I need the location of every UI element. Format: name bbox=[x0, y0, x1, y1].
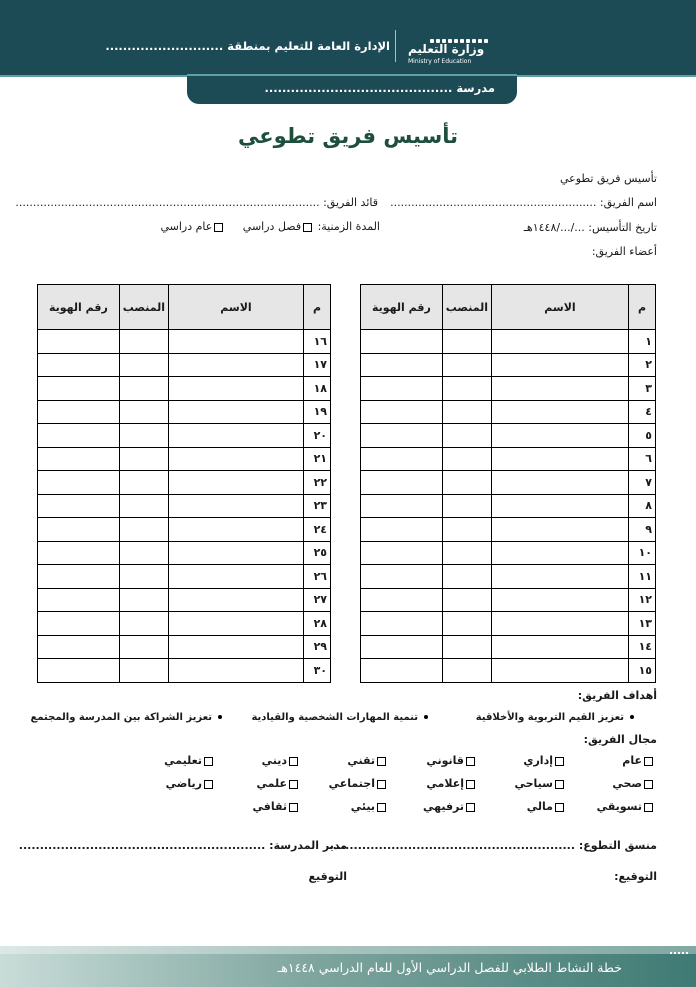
field-checkbox[interactable] bbox=[555, 803, 564, 812]
name-cell[interactable] bbox=[492, 635, 629, 659]
name-cell[interactable] bbox=[169, 635, 304, 659]
field-checkbox[interactable] bbox=[644, 780, 653, 789]
table-row bbox=[38, 565, 331, 589]
goal-item: تعزيز الشراكة بين المدرسة والمجتمع bbox=[40, 712, 222, 723]
name-cell[interactable] bbox=[169, 424, 304, 448]
row-number: ١٨ bbox=[304, 377, 331, 401]
row-number: ١٧ bbox=[304, 353, 331, 377]
ministry-name-en: Ministry of Education bbox=[408, 58, 472, 65]
field-checkbox[interactable] bbox=[204, 780, 213, 789]
col-name: الاسم bbox=[492, 285, 629, 330]
team-name-field[interactable]: اسم الفريق: ........................................................... bbox=[390, 196, 657, 209]
row-number: ٤ bbox=[629, 400, 656, 424]
position-cell[interactable] bbox=[442, 400, 491, 424]
row-number: ٩ bbox=[629, 518, 656, 542]
table-row bbox=[361, 565, 656, 589]
table-row bbox=[361, 494, 656, 518]
table-row bbox=[361, 377, 656, 401]
col-position: المنصب bbox=[119, 285, 168, 330]
field-label: مالي bbox=[526, 800, 553, 813]
row-number: ٢٦ bbox=[304, 565, 331, 589]
field-option[interactable] bbox=[329, 777, 388, 790]
table-row bbox=[361, 541, 656, 565]
members-label: أعضاء الفريق: bbox=[591, 245, 657, 258]
name-cell[interactable] bbox=[492, 400, 629, 424]
row-number: ٢٧ bbox=[304, 588, 331, 612]
id-cell[interactable] bbox=[361, 424, 443, 448]
row-number: ٥ bbox=[629, 424, 656, 448]
name-cell[interactable] bbox=[169, 494, 304, 518]
id-cell[interactable] bbox=[361, 471, 443, 495]
field-option[interactable] bbox=[256, 777, 300, 790]
name-cell[interactable] bbox=[492, 659, 629, 683]
position-cell[interactable] bbox=[442, 377, 491, 401]
field-option[interactable] bbox=[347, 754, 388, 767]
field-option[interactable] bbox=[426, 754, 477, 767]
table-row bbox=[361, 659, 656, 683]
header-divider bbox=[395, 30, 396, 62]
position-cell[interactable] bbox=[119, 541, 168, 565]
table-row bbox=[38, 494, 331, 518]
table-row bbox=[361, 400, 656, 424]
row-number: ١٤ bbox=[629, 635, 656, 659]
table-row bbox=[38, 377, 331, 401]
name-cell[interactable] bbox=[169, 518, 304, 542]
position-cell[interactable] bbox=[119, 565, 168, 589]
col-num: م bbox=[629, 285, 656, 330]
id-cell[interactable] bbox=[38, 447, 120, 471]
field-label: تسويقي bbox=[596, 800, 642, 813]
field-label: ثقافي bbox=[252, 800, 287, 813]
name-cell[interactable] bbox=[492, 471, 629, 495]
col-id: رقم الهوية bbox=[361, 285, 443, 330]
id-cell[interactable] bbox=[38, 330, 120, 354]
field-label: ترفيهي bbox=[422, 800, 464, 813]
table-row bbox=[361, 353, 656, 377]
id-cell[interactable] bbox=[38, 541, 120, 565]
field-label: بيئي bbox=[350, 800, 375, 813]
table-row bbox=[38, 353, 331, 377]
field-checkbox[interactable] bbox=[555, 780, 564, 789]
field-checkbox[interactable] bbox=[466, 803, 475, 812]
field-option[interactable] bbox=[262, 754, 300, 767]
name-cell[interactable] bbox=[492, 424, 629, 448]
row-number: ١٥ bbox=[629, 659, 656, 683]
id-cell[interactable] bbox=[38, 565, 120, 589]
table-row bbox=[361, 424, 656, 448]
row-number: ٢٣ bbox=[304, 494, 331, 518]
field-checkbox[interactable] bbox=[289, 757, 298, 766]
table-row bbox=[38, 330, 331, 354]
position-cell[interactable] bbox=[119, 353, 168, 377]
id-cell[interactable] bbox=[361, 518, 443, 542]
footer-text: خطة النشاط الطلابي للفصل الدراسي الأول للعام الدراسي ١٤٤٨هـ bbox=[277, 960, 622, 975]
principal-field[interactable]: مدير المدرسة: ........................................................... bbox=[18, 839, 347, 852]
field-option[interactable] bbox=[612, 777, 655, 790]
position-cell[interactable] bbox=[119, 330, 168, 354]
year-checkbox[interactable] bbox=[214, 223, 223, 232]
field-option[interactable] bbox=[515, 777, 567, 790]
ministry-logo-icon bbox=[425, 28, 489, 42]
row-number: ١٠ bbox=[629, 541, 656, 565]
row-number: ١ bbox=[629, 330, 656, 354]
table-row bbox=[361, 447, 656, 471]
col-num: م bbox=[304, 285, 331, 330]
field-checkbox[interactable] bbox=[377, 780, 386, 789]
footer-highlight bbox=[0, 946, 696, 954]
field-checkbox[interactable] bbox=[377, 757, 386, 766]
field-label: اجتماعي bbox=[328, 777, 375, 790]
table-row bbox=[38, 518, 331, 542]
field-label: سياحي bbox=[514, 777, 553, 790]
name-cell[interactable] bbox=[492, 330, 629, 354]
name-cell[interactable] bbox=[169, 588, 304, 612]
id-cell[interactable] bbox=[38, 612, 120, 636]
position-cell[interactable] bbox=[442, 612, 491, 636]
position-cell[interactable] bbox=[119, 659, 168, 683]
id-cell[interactable] bbox=[361, 565, 443, 589]
table-row bbox=[38, 541, 331, 565]
goal-item: تعزيز القيم التربوية والأخلاقية bbox=[440, 712, 634, 723]
id-cell[interactable] bbox=[38, 588, 120, 612]
header-band bbox=[0, 0, 696, 75]
row-number: ٢٤ bbox=[304, 518, 331, 542]
team-leader-field[interactable]: قائد الفريق: ....................................................................................... bbox=[15, 196, 378, 209]
id-cell[interactable] bbox=[38, 659, 120, 683]
name-cell[interactable] bbox=[169, 659, 304, 683]
position-cell[interactable] bbox=[442, 565, 491, 589]
id-cell[interactable] bbox=[361, 494, 443, 518]
name-cell[interactable] bbox=[492, 353, 629, 377]
field-option[interactable] bbox=[523, 754, 566, 767]
id-cell[interactable] bbox=[38, 635, 120, 659]
table-row bbox=[38, 447, 331, 471]
id-cell[interactable] bbox=[38, 424, 120, 448]
id-cell[interactable] bbox=[361, 588, 443, 612]
position-cell[interactable] bbox=[119, 400, 168, 424]
row-number: ١٢ bbox=[629, 588, 656, 612]
name-cell[interactable] bbox=[492, 612, 629, 636]
position-cell[interactable] bbox=[442, 659, 491, 683]
duration-label: المدة الزمنية: bbox=[317, 220, 380, 233]
goal-item: تنمية المهارات الشخصية والقيادية bbox=[230, 712, 428, 723]
field-checkbox[interactable] bbox=[377, 803, 386, 812]
row-number: ٢٥ bbox=[304, 541, 331, 565]
fields-label: مجال الفريق: bbox=[583, 733, 657, 746]
name-cell[interactable] bbox=[169, 541, 304, 565]
field-checkbox[interactable] bbox=[289, 803, 298, 812]
field-label: إعلامي bbox=[426, 777, 464, 790]
col-position: المنصب bbox=[442, 285, 491, 330]
table-row bbox=[361, 612, 656, 636]
row-number: ٧ bbox=[629, 471, 656, 495]
name-cell[interactable] bbox=[169, 377, 304, 401]
position-cell[interactable] bbox=[442, 330, 491, 354]
id-cell[interactable] bbox=[38, 377, 120, 401]
position-cell[interactable] bbox=[119, 447, 168, 471]
signature-label: التوقيع: bbox=[614, 870, 657, 883]
position-cell[interactable] bbox=[442, 447, 491, 471]
row-number: ٢٢ bbox=[304, 471, 331, 495]
name-cell[interactable] bbox=[169, 400, 304, 424]
position-cell[interactable] bbox=[442, 541, 491, 565]
field-checkbox[interactable] bbox=[204, 757, 213, 766]
table-row bbox=[361, 471, 656, 495]
name-cell[interactable] bbox=[492, 518, 629, 542]
field-checkbox[interactable] bbox=[289, 780, 298, 789]
name-cell[interactable] bbox=[492, 588, 629, 612]
position-cell[interactable] bbox=[119, 635, 168, 659]
table-row bbox=[38, 471, 331, 495]
id-cell[interactable] bbox=[361, 612, 443, 636]
field-checkbox[interactable] bbox=[466, 757, 475, 766]
id-cell[interactable] bbox=[38, 353, 120, 377]
row-number: ٣٠ bbox=[304, 659, 331, 683]
field-label: عام bbox=[622, 754, 642, 767]
table-row bbox=[38, 588, 331, 612]
position-cell[interactable] bbox=[442, 588, 491, 612]
signature-label: التوقيع bbox=[308, 870, 347, 883]
table-row bbox=[361, 588, 656, 612]
goals-label: أهداف الفريق: bbox=[577, 689, 657, 702]
id-cell[interactable] bbox=[361, 353, 443, 377]
year-option: عام دراسي bbox=[160, 220, 213, 233]
row-number: ٢ bbox=[629, 353, 656, 377]
row-number: ٣ bbox=[629, 377, 656, 401]
name-cell[interactable] bbox=[169, 612, 304, 636]
table-row bbox=[361, 635, 656, 659]
table-row bbox=[38, 424, 331, 448]
position-cell[interactable] bbox=[119, 588, 168, 612]
position-cell[interactable] bbox=[442, 424, 491, 448]
id-cell[interactable] bbox=[38, 400, 120, 424]
col-name: الاسم bbox=[169, 285, 304, 330]
table-row bbox=[38, 400, 331, 424]
row-number: ٢٠ bbox=[304, 424, 331, 448]
position-cell[interactable] bbox=[119, 471, 168, 495]
id-cell[interactable] bbox=[361, 541, 443, 565]
founding-date-field[interactable]: تاريخ التأسيس: .../.../١٤٤٨هـ bbox=[523, 221, 657, 234]
field-label: ديني bbox=[261, 754, 287, 767]
field-label: إداري bbox=[523, 754, 553, 767]
id-cell[interactable] bbox=[361, 447, 443, 471]
table-row bbox=[361, 330, 656, 354]
members-table-left bbox=[37, 284, 331, 683]
field-option[interactable] bbox=[426, 777, 477, 790]
page-title: تأسيس فريق تطوعي bbox=[237, 124, 459, 148]
field-checkbox[interactable] bbox=[466, 780, 475, 789]
field-checkbox[interactable] bbox=[644, 803, 653, 812]
position-cell[interactable] bbox=[119, 424, 168, 448]
position-cell[interactable] bbox=[119, 518, 168, 542]
name-cell[interactable] bbox=[169, 353, 304, 377]
position-cell[interactable] bbox=[442, 494, 491, 518]
table-row bbox=[361, 518, 656, 542]
id-cell[interactable] bbox=[38, 471, 120, 495]
name-cell[interactable] bbox=[169, 447, 304, 471]
field-option[interactable] bbox=[351, 800, 388, 813]
position-cell[interactable] bbox=[442, 353, 491, 377]
form-intro: تأسيس فريق تطوعي bbox=[559, 172, 657, 185]
id-cell[interactable] bbox=[361, 400, 443, 424]
field-label: علمي bbox=[256, 777, 287, 790]
row-number: ١١ bbox=[629, 565, 656, 589]
id-cell[interactable] bbox=[361, 330, 443, 354]
field-label: قانوني bbox=[426, 754, 464, 767]
name-cell[interactable] bbox=[169, 471, 304, 495]
field-label: تقني bbox=[347, 754, 375, 767]
row-number: ١٣ bbox=[629, 612, 656, 636]
name-cell[interactable] bbox=[492, 494, 629, 518]
position-cell[interactable] bbox=[442, 635, 491, 659]
field-label: صحي bbox=[612, 777, 642, 790]
name-cell[interactable] bbox=[492, 565, 629, 589]
col-id: رقم الهوية bbox=[38, 285, 120, 330]
semester-option: فصل دراسي bbox=[242, 220, 302, 233]
field-option[interactable] bbox=[527, 800, 566, 813]
id-cell[interactable] bbox=[361, 377, 443, 401]
field-checkbox[interactable] bbox=[644, 757, 653, 766]
semester-checkbox[interactable] bbox=[303, 223, 312, 232]
ministry-name-ar: وزارة التعليم bbox=[408, 42, 485, 56]
position-cell[interactable] bbox=[119, 494, 168, 518]
table-row bbox=[38, 659, 331, 683]
directorate-label: الإدارة العامة للتعليم بمنطقة ........................... bbox=[105, 39, 390, 53]
duration-row bbox=[160, 220, 380, 233]
field-option[interactable] bbox=[252, 800, 300, 813]
name-cell[interactable] bbox=[492, 377, 629, 401]
table-row bbox=[38, 635, 331, 659]
field-option[interactable] bbox=[164, 754, 215, 767]
row-number: ٨ bbox=[629, 494, 656, 518]
position-cell[interactable] bbox=[119, 612, 168, 636]
table-row bbox=[38, 612, 331, 636]
name-cell[interactable] bbox=[169, 330, 304, 354]
position-cell[interactable] bbox=[442, 471, 491, 495]
id-cell[interactable] bbox=[38, 518, 120, 542]
position-cell[interactable] bbox=[119, 377, 168, 401]
position-cell[interactable] bbox=[442, 518, 491, 542]
field-option[interactable] bbox=[622, 754, 655, 767]
field-option[interactable] bbox=[166, 777, 215, 790]
name-cell[interactable] bbox=[492, 541, 629, 565]
field-label: تعليمي bbox=[164, 754, 202, 767]
coordinator-field[interactable]: منسق التطوع: ........................................................... bbox=[328, 839, 657, 852]
school-label: مدرسة ........................................... bbox=[264, 81, 495, 95]
row-number: ١٦ bbox=[304, 330, 331, 354]
id-cell[interactable] bbox=[361, 659, 443, 683]
row-number: ٦ bbox=[629, 447, 656, 471]
field-option[interactable] bbox=[597, 800, 655, 813]
row-number: ٢٩ bbox=[304, 635, 331, 659]
name-cell[interactable] bbox=[492, 447, 629, 471]
name-cell[interactable] bbox=[169, 565, 304, 589]
footer-logo-icon bbox=[630, 952, 688, 980]
field-label: رياضي bbox=[165, 777, 202, 790]
row-number: ١٩ bbox=[304, 400, 331, 424]
id-cell[interactable] bbox=[361, 635, 443, 659]
members-table-right bbox=[360, 284, 656, 683]
field-checkbox[interactable] bbox=[555, 757, 564, 766]
field-option[interactable] bbox=[423, 800, 477, 813]
row-number: ٢١ bbox=[304, 447, 331, 471]
id-cell[interactable] bbox=[38, 494, 120, 518]
row-number: ٢٨ bbox=[304, 612, 331, 636]
